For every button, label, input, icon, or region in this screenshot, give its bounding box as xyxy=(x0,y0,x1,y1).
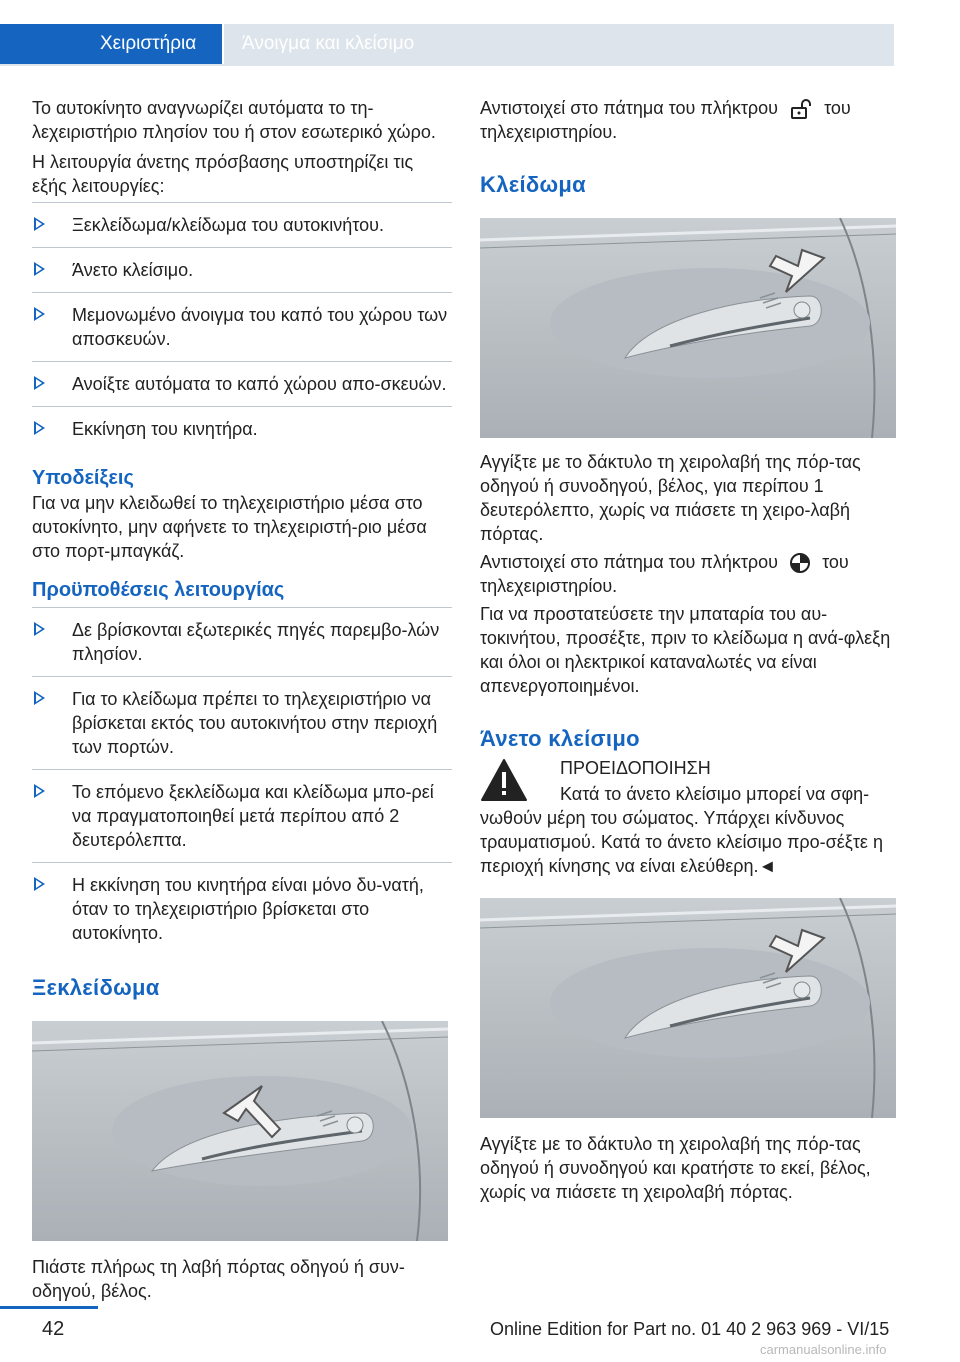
lock-caption: Αγγίξτε με το δάκτυλο τη χειρολαβή της πόρ-τας οδηγού ή συνοδηγού, βέλος, για περίπου 1 δευτερόλεπτο, χωρίς να πιάσετε τη χειρο-λαβή πόρτας. xyxy=(480,452,861,544)
prerequisites-list xyxy=(32,607,452,955)
page-number: 42 xyxy=(42,1318,65,1340)
unlock-key-icon xyxy=(789,99,813,119)
lock-heading: Κλείδωμα xyxy=(480,172,586,197)
unlock-caption: Πιάστε πλήρως τη λαβή πόρτας οδηγού ή συν-οδηγού, βέλος. xyxy=(32,1257,405,1301)
section-tab: Άνοιγμα και κλείσιμο xyxy=(222,24,894,64)
bullet-triangle-icon xyxy=(34,262,45,276)
warning-title: ΠΡΟΕΙΔΟΠΟΙΗΣΗ xyxy=(560,758,711,779)
comfort-close-heading: Άνετο κλείσιμο xyxy=(480,726,640,752)
list-item: Το επόμενο ξεκλείδωμα και κλείδωμα μπο-ρεί να πραγματοποιηθεί μετά περίπου από 2 δευτερόλεπτα. xyxy=(32,769,452,862)
features-list xyxy=(32,202,452,451)
bullet-triangle-icon xyxy=(34,421,45,435)
hints-heading: Υποδείξεις xyxy=(32,467,134,489)
footer-rule xyxy=(0,1306,98,1309)
left-column xyxy=(32,96,452,1307)
door-handle-unlock-image xyxy=(32,1021,448,1241)
lock-key-paragraph: Αντιστοιχεί στο πάτημα του πλήκτρου του τηλεχειριστηρίου. xyxy=(480,552,849,597)
list-item: Για το κλείδωμα πρέπει το τηλεχειριστήριο να βρίσκεται εκτός του αυτοκινήτου στην περιοχή των πορτών. xyxy=(32,676,452,769)
unlock-heading: Ξεκλείδωμα xyxy=(32,975,160,1000)
unlock-key-paragraph: Αντιστοιχεί στο πάτημα του πλήκτρου του τηλεχειριστηρίου. xyxy=(480,98,851,142)
prerequisites-heading: Προϋποθέσεις λειτουργίας xyxy=(32,579,285,601)
hints-paragraph: Για να μην κλειδωθεί το τηλεχειριστήριο μέσα στο αυτοκίνητο, μην αφήνετε το τηλεχειριστή-ριο μέσα στο πορτ-μπαγκάζ. xyxy=(32,493,427,561)
door-handle-comfort-image xyxy=(480,898,896,1118)
bullet-triangle-icon xyxy=(34,307,45,321)
watermark: carmanualsonline.info xyxy=(760,1342,887,1357)
list-item: Εκκίνηση του κινητήρα. xyxy=(32,406,452,451)
bullet-triangle-icon xyxy=(34,691,45,705)
edition-text: Online Edition for Part no. 01 40 2 963 969 - VI/15 xyxy=(490,1319,890,1339)
list-item: Δε βρίσκονται εξωτερικές πηγές παρεμβο-λών πλησίον. xyxy=(32,607,452,676)
chapter-tab: Χειριστήρια xyxy=(0,24,222,64)
lock-key-icon xyxy=(789,552,811,574)
bullet-triangle-icon xyxy=(34,784,45,798)
door-handle-illustration xyxy=(480,898,896,1118)
intro-paragraph-1: Το αυτοκίνητο αναγνωρίζει αυτόματα το τη-λεχειριστήριο πλησίον του ή στον εσωτερικό χώρο. xyxy=(32,98,436,142)
comfort-close-caption: Αγγίξτε με το δάκτυλο τη χειρολαβή της πόρ-τας οδηγού ή συνοδηγού και κρατήστε το εκεί, βέλος, χωρίς να πιάσετε τη χειρολαβή πόρτας. xyxy=(480,1134,871,1203)
door-handle-lock-image xyxy=(480,218,896,438)
battery-paragraph: Για να προστατεύσετε την μπαταρία του αυ-τοκινήτου, προσέξτε, πριν το κλείδωμα η ανά-φλεξη και όλοι οι ηλεκτρικοί καταναλωτές να είναι απενεργοποιημένοι. xyxy=(480,604,891,697)
warning-text: Κατά το άνετο κλείσιμο μπορεί να σφη-νωθούν μέρη του σώματος. Υπάρχει κίνδυνος τραυματισμού. Κατά το άνετο κλείσιμο προ-σέξτε η περιοχή κίνησης να είναι ελεύθερη.◄ xyxy=(480,784,883,877)
warning-triangle-icon xyxy=(480,758,528,802)
page-header xyxy=(0,0,960,64)
intro-paragraph-2: Η λειτουργία άνετης πρόσβασης υποστηρίζει τις εξής λειτουργίες: xyxy=(32,152,414,196)
door-handle-illustration xyxy=(480,218,896,438)
bullet-triangle-icon xyxy=(34,877,45,891)
list-item: Ξεκλείδωμα/κλείδωμα του αυτοκινήτου. xyxy=(32,202,452,247)
list-item: Ανοίξτε αυτόματα το καπό χώρου απο-σκευών. xyxy=(32,361,452,406)
door-handle-illustration xyxy=(32,1021,448,1241)
header-rule xyxy=(0,64,894,66)
bullet-triangle-icon xyxy=(34,217,45,231)
right-column xyxy=(480,96,896,1208)
list-item: Μεμονωμένο άνοιγμα του καπό του χώρου των αποσκευών. xyxy=(32,292,452,361)
bullet-triangle-icon xyxy=(34,622,45,636)
list-item: Άνετο κλείσιμο. xyxy=(32,247,452,292)
list-item: Η εκκίνηση του κινητήρα είναι μόνο δυ-νατή, όταν το τηλεχειριστήριο βρίσκεται στο αυτοκίνητο. xyxy=(32,862,452,955)
warning-block xyxy=(480,756,896,780)
bullet-triangle-icon xyxy=(34,376,45,390)
